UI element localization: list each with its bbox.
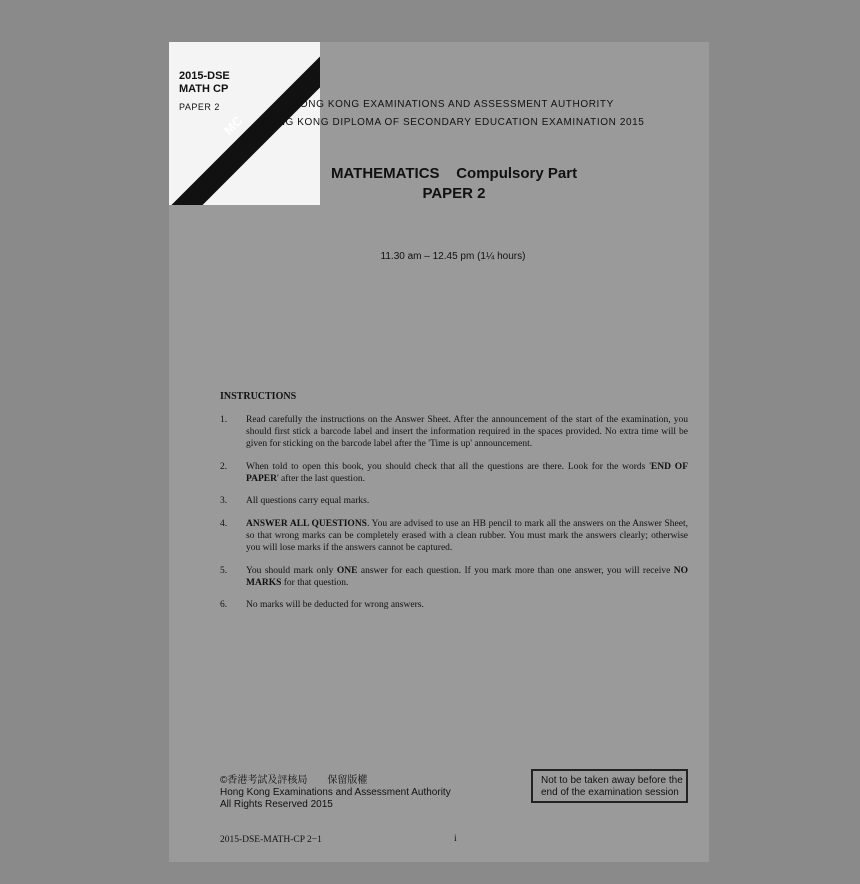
paper-label: PAPER 2 [179, 102, 220, 112]
instruction-text: No marks will be deducted for wrong answers. [246, 600, 424, 610]
copyright-year: All Rights Reserved 2015 [220, 799, 333, 810]
instruction-text [246, 565, 688, 589]
instruction-number: 5. [220, 566, 228, 576]
notice-line2: end of the examination session [541, 787, 679, 798]
instruction-text-part: ' after the last question. [276, 474, 365, 484]
copyright-chinese: ©香港考試及評核局 保留版權 [220, 775, 368, 786]
notice-box [531, 769, 688, 803]
instruction-bold: END OF PAPER [246, 462, 688, 484]
instruction-text-part: You should mark only [246, 566, 337, 576]
notice-line1: Not to be taken away before the [541, 775, 683, 786]
instruction-bold: ANSWER ALL QUESTIONS [246, 519, 367, 529]
instruction-text: All questions carry equal marks. [246, 496, 370, 506]
instruction-text-part: answer for each question. If you mark more than one answer, you will receive [357, 566, 674, 576]
footer-paper-code: 2015-DSE-MATH-CP 2−1 [220, 835, 322, 845]
instruction-number: 4. [220, 519, 228, 529]
paper-code-line2: MATH CP [179, 83, 229, 95]
footer-page-number: i [454, 834, 457, 844]
exam-time: 11.30 am – 12.45 pm (1¼ hours) [380, 251, 526, 262]
paper-code-line1: 2015-DSE [179, 70, 230, 82]
exam-header: HONG KONG DIPLOMA OF SECONDARY EDUCATION EXAMINATION 2015 [261, 117, 645, 128]
instruction-text: Read carefully the instructions on the Answer Sheet. After the announcement of the start of the examination, you should first stick a barcode label and insert the information required in the spaces provided. No extra time will be given for sticking on the barcode label after the 'Time is up' announcement. [246, 415, 688, 449]
instructions-heading: INSTRUCTIONS [220, 391, 297, 402]
instruction-number: 2. [220, 462, 228, 472]
instruction-bold: ONE [336, 566, 358, 576]
instruction-text-part: When told to open this book, you should check that all the questions are there. Look for the words ' [246, 462, 651, 472]
instruction-text-part: for that question. [281, 578, 349, 588]
instruction-number: 3. [220, 496, 228, 506]
instruction-number: 6. [220, 600, 228, 610]
band-label: MC [220, 113, 246, 138]
instruction-bold: NO MARKS [246, 566, 688, 588]
instruction-text [246, 461, 688, 485]
instruction-number: 1. [220, 415, 228, 425]
instruction-text-part: . You are advised to use an HB pencil to mark all the answers on the Answer Sheet, so that wrong marks can be completely erased with a clean rubber. You must mark the answers clearly; otherwise you will lose marks if the answers cannot be captured. [246, 519, 689, 553]
subject-title: MATHEMATICS Compulsory Part [330, 165, 578, 182]
instruction-text [246, 518, 688, 554]
paper-code [179, 70, 230, 96]
copyright-block [220, 775, 451, 811]
paper-title: PAPER 2 [422, 185, 486, 202]
copyright-english: Hong Kong Examinations and Assessment Authority [220, 787, 451, 798]
authority-header: HONG KONG EXAMINATIONS AND ASSESSMENT AUTHORITY [292, 99, 614, 110]
